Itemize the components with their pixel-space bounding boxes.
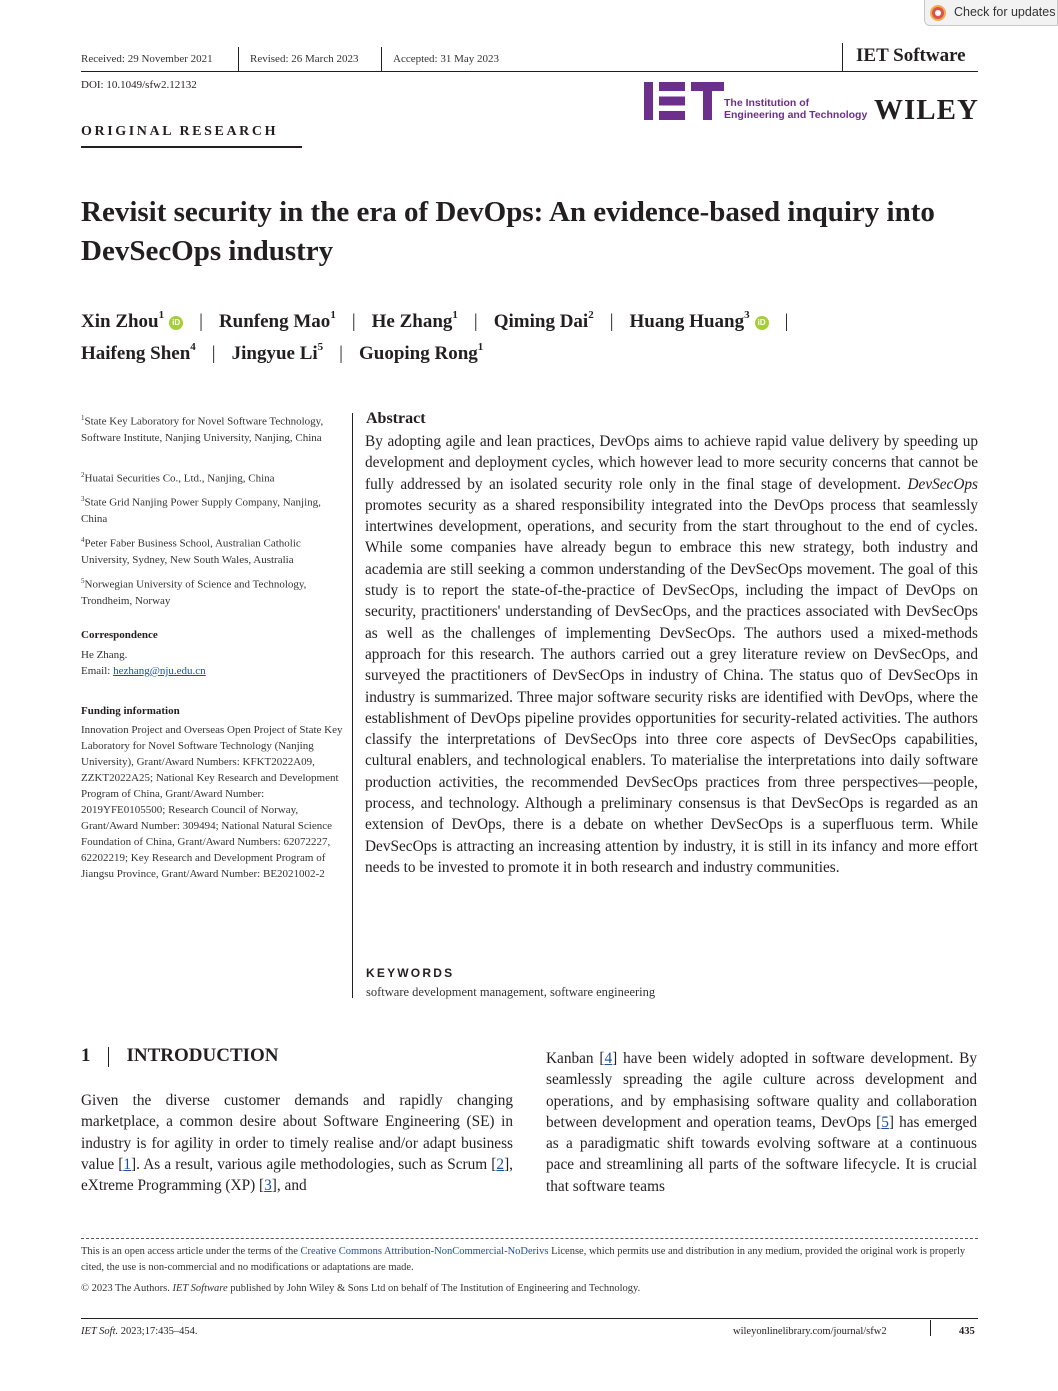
journal-name: IET Software xyxy=(856,45,966,66)
author-name[interactable]: He Zhang$^1$ xyxy=(371,309,458,332)
correspondence-email-line: Email: hezhang@nju.edu.cn xyxy=(81,665,206,677)
affiliation: $^5$Norwegian University of Science and Technology, Trondheim, Norway xyxy=(81,577,307,607)
page-separator xyxy=(930,1320,931,1336)
header-separator xyxy=(381,47,382,71)
author-separator: | xyxy=(199,311,203,332)
affiliation: $^1$State Key Laboratory for Novel Software Technology, Software Institute, Nanjing University, Nanjing, China xyxy=(81,414,324,444)
abstract-heading: Abstract xyxy=(366,410,426,427)
author-separator: | xyxy=(211,343,216,364)
section-label-underline xyxy=(81,146,302,148)
affiliation: $^2$Huatai Securities Co., Ltd., Nanjing, China xyxy=(81,471,275,485)
iet-institution-name xyxy=(724,97,867,121)
author-name[interactable]: Haifeng Shen$^4$ xyxy=(81,341,196,364)
author-line-1 xyxy=(81,311,804,333)
orcid-icon[interactable]: iD xyxy=(169,316,183,330)
wiley-logo: WILEY xyxy=(874,94,979,126)
author-name[interactable]: Xin Zhou$^1$ xyxy=(81,309,165,332)
funding-text: Innovation Project and Overseas Open Project of State Key Laboratory for Novel Software Technology (Nanjing University), Grant/Award Numbers: KFKT2022A09, ZZKT2022A25; National Key Research and Development Program of China, Grant/Award Number: 2019YFE0105500; Research Council of Norway, Grant/Award Number: 309494; National Natural Science Foundation of China, Grant/Award Numbers: 62072227, 62202219; Key Research and Development Program of Jiangsu Province, Grant/Award Number: BE2021002-2 xyxy=(81,724,343,880)
affiliation: $^3$State Grid Nanjing Power Supply Company, Nanjing, China xyxy=(81,495,321,525)
author-separator: | xyxy=(339,343,343,364)
keywords-text: software development management, software engineering xyxy=(366,985,656,999)
intro-column-2: Kanban [4] have been widely adopted in software development. By seamlessly spreading the agile culture across development and operations, and by emphasising software quality and collaboration between development and operation teams, DevOps [5] has emerged as a paradigmatic shift towards evolving software at a continuous pace and streamlining all parts of the software lifecycle. It is crucial that software teams xyxy=(546,1050,977,1195)
funding-heading: Funding information xyxy=(81,705,180,717)
section-heading: 1 INTRODUCTION xyxy=(81,1045,279,1066)
header-separator xyxy=(842,43,843,71)
check-for-updates-label: Check for updates xyxy=(954,5,1056,19)
citation-link[interactable]: 1 xyxy=(123,1155,132,1173)
journal-url[interactable]: wileyonlinelibrary.com/journal/sfw2 xyxy=(733,1326,887,1337)
abstract-text: By adopting agile and lean practices, DevOps aims to achieve rapid value delivery by speeding up development and deployment cycles, which however lead to more security concerns that cannot be fully addressed by an isolated security role only in the final stage of development. DevSecOps promotes security as a shared responsibility integrated into the DevOps process that seamlessly intertwines development, operations, and security from the start throughout to the end of cycles. While some companies have already begun to embrace this new strategy, both industry and academia are still seeking a common understanding of the DevSecOps movement. The goal of this study is to report the state-of-the-practice of DevSecOps, including the impact of DevOps on security, practitioners' understanding of DevSecOps, and the practices associated with DevSecOps as well as the challenges of implementing DevSecOps. The authors used a mixed-methods approach for this research. The authors carried out a grey literature review on DevSecOps, and surveyed the practitioners of DevSecOps in industry of China. The status quo of DevSecOps in industry is summarized. Three major software security risks are identified with DevOps, where the establishment of DevOps pipeline provides opportunities for security-related activities. The authors classify the interpretations of DevSecOps into three core aspects of DevSecOps capabilities, cultural enablers, and technological enablers. To materialise the interpretations into daily software production activities, the recommended DevSecOps practices from three perspectives—people, process, and technology. Although a preliminary consensus is that DevSecOps is regarded as an extension of DevOps, there is a debate on whether DevSecOps is a superfluous term. While DevSecOps is attracting an increasing attention by industry, it is still in its infancy and more effort needs to be invested to promote it in both research and industry communities. xyxy=(365,433,978,876)
copyright-notice: © 2023 The Authors. IET Software published by John Wiley & Sons Ltd on behalf of The Institution of Engineering and Technology. xyxy=(81,1283,641,1294)
author-separator: | xyxy=(351,311,356,332)
revised-date: Revised: 26 March 2023 xyxy=(250,53,359,65)
citation-link[interactable]: 5 xyxy=(881,1113,889,1131)
author-name[interactable]: Huang Huang$^3$ xyxy=(629,309,750,332)
intro-column-1: Given the diverse customer demands and rapidly changing marketplace, a common desire about Software Engineering (SE) in industry is for agility in order to timely realise and/or adapt business value [1]. As a result, various agile methodologies, such as Scrum [2], eXtreme Programming (XP) [3], and xyxy=(81,1092,513,1195)
accepted-date: Accepted: 31 May 2023 xyxy=(393,53,499,65)
footer-dashed-rule xyxy=(81,1238,978,1239)
author-separator: | xyxy=(609,311,614,332)
article-title: Revisit security in the era of DevOps: An evidence-based inquiry into DevSecOps industry xyxy=(81,196,935,267)
author-name[interactable]: Qiming Dai$^2$ xyxy=(493,309,594,332)
affiliation: $^4$Peter Faber Business School, Australian Catholic University, Sydney, New South Wales, Australia xyxy=(81,536,301,566)
footer-rule xyxy=(81,1318,978,1319)
doi: DOI: 10.1049/sfw2.12132 xyxy=(81,79,197,91)
citation-link[interactable]: 3 xyxy=(264,1177,272,1195)
abstract-emphasis: DevSecOps xyxy=(907,475,978,493)
license-notice: This is an open access article under the terms of the Creative Commons Attribution-NonCommercial-NoDerivs License, which permits use and distribution in any medium, provided the original work is properly cited, the use is non-commercial and no modifications or adaptations are made. xyxy=(81,1246,966,1273)
received-date: Received: 29 November 2021 xyxy=(81,53,213,65)
author-name[interactable]: Jingyue Li$^5$ xyxy=(231,341,324,364)
citation-link[interactable]: 2 xyxy=(496,1155,505,1173)
iet-line-2: Engineering and Technology xyxy=(724,109,868,121)
iet-logo xyxy=(644,82,724,120)
check-for-updates-button[interactable] xyxy=(924,0,1058,26)
abstract-rule xyxy=(352,413,353,998)
page-number: 435 xyxy=(959,1326,975,1337)
iet-line-1: The Institution of xyxy=(724,97,810,109)
keywords-heading: KEYWORDS xyxy=(366,966,455,980)
correspondence-heading: Correspondence xyxy=(81,629,158,641)
author-name[interactable]: Guoping Rong$^1$ xyxy=(358,341,484,364)
author-name[interactable]: Runfeng Mao$^1$ xyxy=(218,309,336,332)
license-link[interactable]: Creative Commons Attribution-NonCommercial-NoDerivs xyxy=(300,1246,549,1257)
section-label: ORIGINAL RESEARCH xyxy=(81,124,279,139)
email-link[interactable]: hezhang@nju.edu.cn xyxy=(113,665,206,677)
header-rule xyxy=(81,71,978,72)
citation-line: IET Soft. 2023;17:435–454. xyxy=(81,1326,198,1337)
author-separator: | xyxy=(784,311,789,332)
header-separator xyxy=(238,47,239,71)
correspondence-name: He Zhang. xyxy=(81,649,128,661)
crossmark-icon xyxy=(930,5,946,21)
orcid-icon[interactable]: iD xyxy=(755,316,769,330)
author-separator: | xyxy=(473,311,478,332)
citation-link[interactable]: 4 xyxy=(604,1050,613,1067)
author-line-2 xyxy=(81,343,483,365)
